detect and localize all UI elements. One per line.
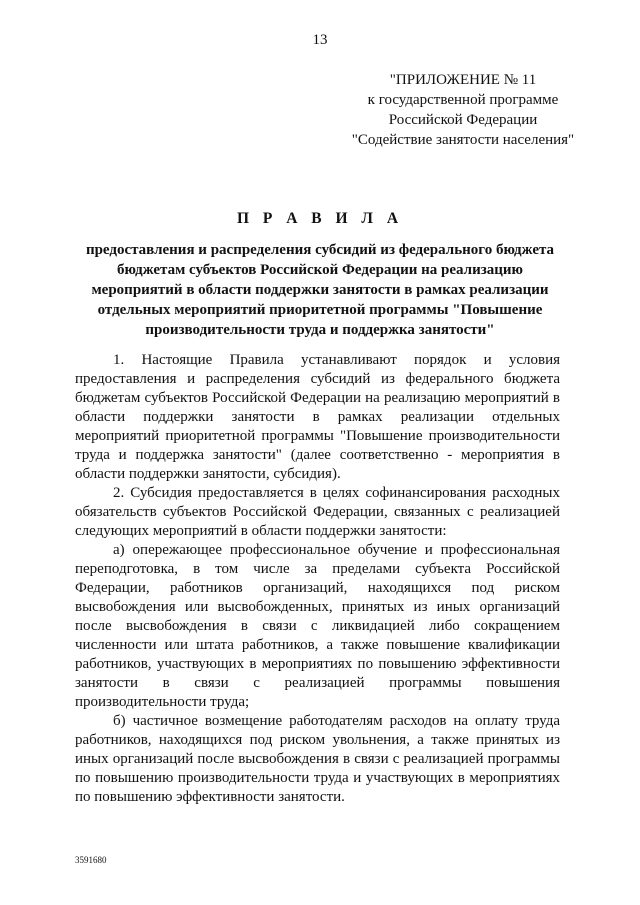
body-line: 2. Субсидия предоставляется в целях софинансирования расходных xyxy=(113,485,560,501)
document-body xyxy=(75,351,560,807)
body-line: труда и поддержка занятости" (далее соответственно - мероприятия в xyxy=(75,447,560,463)
body-line: предоставления и распределения субсидий из федерального бюджета xyxy=(75,371,560,387)
body-line: по повышению производительности труда и участвующих в мероприятиях xyxy=(75,770,560,786)
document-title: П Р А В И Л А xyxy=(236,210,404,227)
appendix-line: "Содействие занятости населения" xyxy=(351,132,575,148)
body-line: 1. Настоящие Правила устанавливают порядок и условия xyxy=(113,352,560,368)
body-line: численности или штата работников, а также повышение квалификации xyxy=(75,637,560,653)
document-subtitle xyxy=(70,240,570,340)
footer-document-code: 3591680 xyxy=(75,855,107,865)
body-line: по повышению эффективности занятости. xyxy=(75,789,345,805)
body-line: работников, находящихся под риском увольнения, а также принятых из xyxy=(75,732,560,748)
appendix-line: к государственной программе xyxy=(367,92,559,108)
subtitle-line: отдельных мероприятий приоритетной программы "Повышение xyxy=(97,302,543,318)
body-line: Федерации, работников организаций, находящихся под риском xyxy=(75,580,560,596)
body-line: после высвобождения в связи с ликвидацией либо сокращением xyxy=(75,618,560,634)
body-line: обязательств субъектов Российской Федерации, связанных с реализацией xyxy=(75,504,560,520)
appendix-line: "ПРИЛОЖЕНИЕ № 11 xyxy=(389,72,537,88)
page-number: 13 xyxy=(312,32,328,48)
body-line: а) опережающее профессиональное обучение и профессиональная xyxy=(113,542,560,558)
subtitle-line: производительности труда и поддержка занятости" xyxy=(145,322,495,338)
body-line: производительности труда; xyxy=(75,694,250,710)
body-line: области поддержки занятости, субсидия). xyxy=(75,466,341,482)
body-line: области поддержки занятости в рамках реализации отдельных xyxy=(75,409,560,425)
body-line: работников, участвующих в мероприятиях по повышению эффективности xyxy=(75,656,560,672)
subtitle-line: предоставления и распределения субсидий из федерального бюджета xyxy=(85,242,555,258)
appendix-header xyxy=(318,70,608,150)
subtitle-line: мероприятий в области поддержки занятости в рамках реализации xyxy=(91,282,549,298)
body-line: б) частичное возмещение работодателям расходов на оплату труда xyxy=(113,713,560,729)
subtitle-line: бюджетам субъектов Российской Федерации на реализацию xyxy=(117,262,523,278)
body-line: следующих мероприятий в области поддержки занятости: xyxy=(75,523,447,539)
appendix-line: Российской Федерации xyxy=(388,112,538,128)
body-line: иных организаций после высвобождения в связи с реализацией программы xyxy=(75,751,560,767)
body-line: бюджетам субъектов Российской Федерации на реализацию мероприятий в xyxy=(75,390,560,406)
body-line: высвобождения или высвобожденных, принятых из иных организаций xyxy=(75,599,560,615)
body-line: мероприятий приоритетной программы "Повышение производительности xyxy=(75,428,560,444)
body-line: переподготовка, в том числе за пределами субъекта Российской xyxy=(75,561,560,577)
body-line: занятости в связи с реализацией программы повышения xyxy=(75,675,560,691)
